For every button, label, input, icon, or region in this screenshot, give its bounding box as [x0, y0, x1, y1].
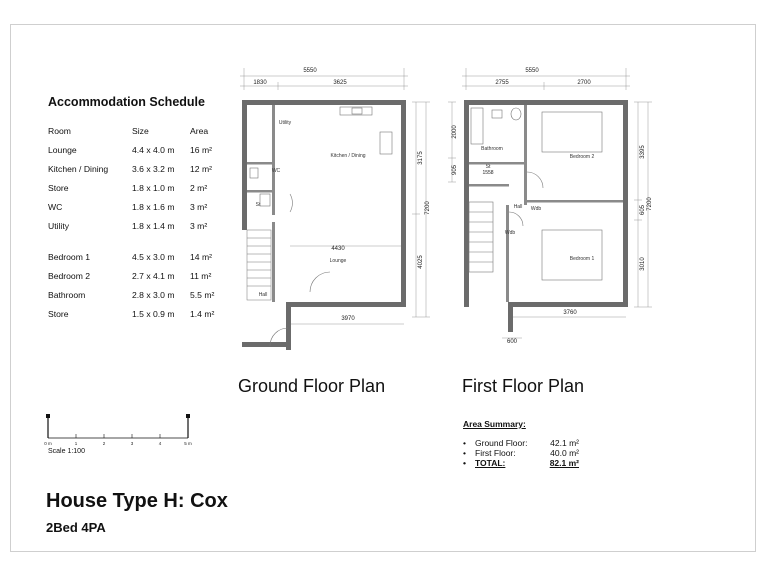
- house-type-subtitle: 2Bed 4PA: [46, 520, 106, 535]
- room-label-wardrobe-1: Wdb: [530, 206, 542, 212]
- schedule-row: [46, 247, 228, 266]
- ground-floor-plan-label: Ground Floor Plan: [238, 376, 386, 396]
- schedule-cell-room: Bedroom 2: [48, 270, 91, 281]
- area-label: TOTAL:: [475, 458, 506, 468]
- schedule-header-area: Area: [190, 125, 209, 136]
- dim-right-overall: 7200: [425, 201, 431, 215]
- bullet-icon: •: [463, 458, 466, 468]
- schedule-cell-room: Store: [48, 308, 69, 319]
- schedule-cell-size: 3.6 x 3.2 m: [132, 163, 175, 174]
- schedule-cell-area: 2 m²: [190, 182, 208, 193]
- dim-right-upper: 3395: [640, 145, 646, 159]
- dim-top-right: 2700: [577, 80, 591, 86]
- scale-caption: Scale 1:100: [48, 448, 85, 455]
- room-label-store: St: [255, 202, 261, 208]
- scale-tick-1: 1: [74, 441, 78, 446]
- schedule-header-row: [46, 121, 228, 140]
- schedule-cell-area: 3 m²: [190, 220, 208, 231]
- area-summary-row: [463, 438, 579, 448]
- dim-top-left: 2755: [495, 80, 509, 86]
- house-type-title: House Type H: Cox: [46, 490, 228, 512]
- first-floor-plan-drawing: [452, 62, 652, 362]
- schedule-header-room: Room: [48, 125, 71, 136]
- dim-right-upper: 3175: [418, 151, 424, 165]
- dim-overall-width: 5550: [525, 68, 539, 74]
- first-floor-plan-label: First Floor Plan: [462, 376, 585, 396]
- schedule-cell-size: 4.4 x 4.0 m: [132, 144, 175, 155]
- scale-tick-4: 4: [158, 441, 162, 446]
- room-label-hall: Hall: [513, 204, 523, 210]
- schedule-cell-area: 3 m²: [190, 201, 208, 212]
- schedule-row: [46, 140, 228, 159]
- schedule-title: Accommodation Schedule: [48, 95, 205, 109]
- dim-lounge-width: 4430: [331, 246, 345, 252]
- schedule-cell-size: 1.5 x 0.9 m: [132, 308, 175, 319]
- schedule-cell-area: 14 m²: [190, 251, 212, 262]
- room-label-lounge: Lounge: [329, 258, 347, 264]
- area-value: 82.1 m²: [549, 458, 579, 468]
- schedule-cell-size: 2.7 x 4.1 m: [132, 270, 175, 281]
- schedule-cell-size: 4.5 x 3.0 m: [132, 251, 175, 262]
- room-label-bedroom-2: Bedroom 2: [569, 154, 595, 160]
- scale-tick-0: 0 m: [44, 441, 52, 446]
- schedule-row: [46, 304, 228, 323]
- ground-floor-plan-drawing: [230, 62, 430, 362]
- schedule-header-size: Size: [132, 125, 149, 136]
- schedule-cell-area: 1.4 m²: [190, 308, 215, 319]
- area-summary-total-row: [463, 458, 579, 468]
- schedule-cell-area: 16 m²: [190, 144, 212, 155]
- dim-top-left: 1830: [253, 80, 267, 86]
- bullet-icon: •: [463, 438, 466, 448]
- schedule-cell-area: 11 m²: [190, 270, 212, 281]
- room-label-bathroom: Bathroom: [481, 146, 503, 152]
- area-value: 42.1 m²: [550, 438, 579, 448]
- dim-left-upper: 2000: [452, 125, 458, 139]
- dim-left-mid: 905: [452, 164, 458, 176]
- schedule-cell-size: 1.8 x 1.6 m: [132, 201, 175, 212]
- dim-right-lower: 4025: [418, 255, 424, 269]
- room-label-store: St: [485, 164, 491, 170]
- room-label-hall: Hall: [258, 292, 268, 298]
- schedule-cell-room: Lounge: [48, 144, 77, 155]
- area-label: Ground Floor:: [475, 438, 528, 448]
- dim-right-overall: 7200: [647, 197, 653, 211]
- room-label-wc: WC: [271, 168, 281, 174]
- schedule-cell-area: 12 m²: [190, 163, 212, 174]
- room-label-kitchen: Kitchen / Dining: [330, 153, 366, 159]
- schedule-row: [46, 216, 228, 235]
- schedule-row: [46, 266, 228, 285]
- dim-right-lower: 3010: [640, 257, 646, 271]
- schedule-row: [46, 178, 228, 197]
- scale-tick-2: 2: [102, 441, 106, 446]
- schedule-cell-room: Bedroom 1: [48, 251, 91, 262]
- room-label-bedroom-1: Bedroom 1: [569, 256, 595, 262]
- schedule-cell-area: 5.5 m²: [190, 289, 215, 300]
- dim-right-mid: 605: [640, 204, 646, 216]
- dim-bottom: 3760: [563, 310, 577, 316]
- area-summary-list: [463, 438, 579, 468]
- schedule-cell-room: Bathroom: [48, 289, 86, 300]
- scale-tick-3: 3: [130, 441, 134, 446]
- room-label-wardrobe-2: Wdb: [504, 230, 516, 236]
- schedule-spacer: [46, 235, 228, 247]
- schedule-row: [46, 159, 228, 178]
- room-label-utility: Utility: [278, 120, 292, 126]
- area-label: First Floor:: [475, 448, 516, 458]
- area-value: 40.0 m²: [550, 448, 579, 458]
- schedule-row: [46, 285, 228, 304]
- schedule-cell-room: Utility: [48, 220, 70, 231]
- bullet-icon: •: [463, 448, 466, 458]
- dim-top-right: 3625: [333, 80, 347, 86]
- schedule-cell-room: WC: [48, 201, 63, 212]
- schedule-cell-room: Store: [48, 182, 69, 193]
- scale-tick-5: 5 m: [184, 441, 192, 446]
- schedule-cell-size: 1.8 x 1.4 m: [132, 220, 175, 231]
- schedule-row: [46, 197, 228, 216]
- dim-overall-width: 5550: [303, 68, 317, 74]
- schedule-cell-room: Kitchen / Dining: [48, 163, 109, 174]
- accommodation-schedule-table: [46, 121, 228, 323]
- schedule-cell-size: 1.8 x 1.0 m: [132, 182, 175, 193]
- schedule-cell-size: 2.8 x 3.0 m: [132, 289, 175, 300]
- dim-bottom-small: 600: [506, 339, 518, 345]
- area-summary-title: Area Summary:: [463, 419, 526, 429]
- dim-bottom: 3970: [341, 316, 355, 322]
- dim-store: 1558: [482, 170, 494, 176]
- area-summary-row: [463, 448, 579, 458]
